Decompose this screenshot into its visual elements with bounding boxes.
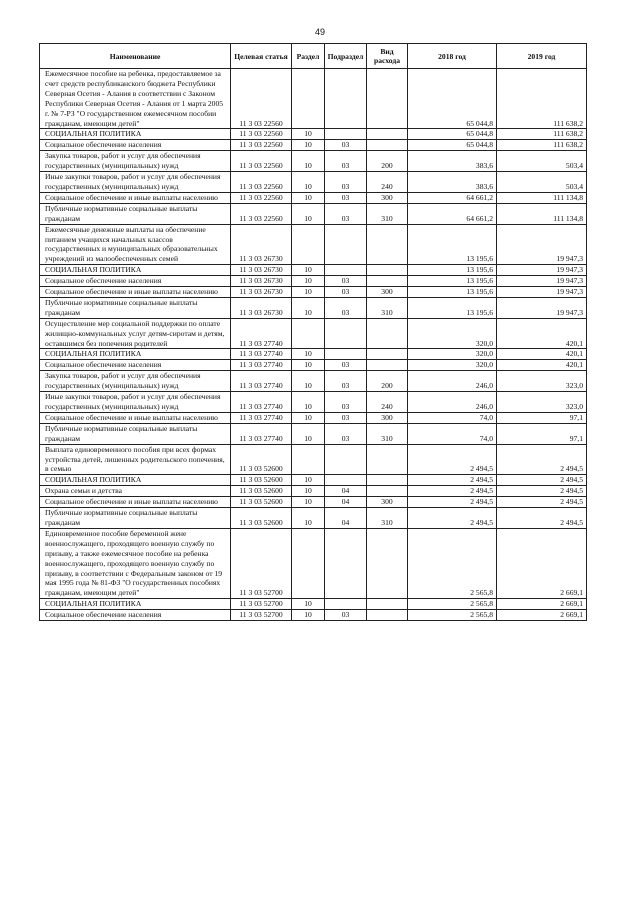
- table-row: [40, 610, 587, 621]
- row-name: Публичные нормативные социальные выплаты гражданам: [40, 423, 231, 444]
- row-value-2019: 97,1: [497, 423, 587, 444]
- row-article: 11 3 03 22560: [231, 140, 292, 151]
- row-value-2019: 111 638,2: [497, 129, 587, 140]
- row-section: 10: [292, 508, 325, 529]
- row-value-2018: 2 494,5: [408, 508, 497, 529]
- row-value-2018: 2 565,8: [408, 528, 497, 598]
- table-row: [40, 475, 587, 486]
- row-value-2019: 2 669,1: [497, 599, 587, 610]
- row-value-2018: 2 565,8: [408, 599, 497, 610]
- row-article: 11 3 03 27740: [231, 412, 292, 423]
- row-value-2019: 420,1: [497, 349, 587, 360]
- row-value-2019: 111 134,8: [497, 192, 587, 203]
- row-section: 10: [292, 151, 325, 172]
- row-article: 11 3 03 27740: [231, 392, 292, 413]
- row-expense-type: 200: [367, 371, 408, 392]
- table-row: [40, 371, 587, 392]
- row-subsection: 03: [325, 287, 367, 298]
- row-name: Социальное обеспечение и иные выплаты населению: [40, 287, 231, 298]
- table-row: [40, 151, 587, 172]
- row-subsection: 03: [325, 172, 367, 193]
- row-value-2019: 503,4: [497, 172, 587, 193]
- row-article: 11 3 03 27740: [231, 360, 292, 371]
- row-article: 11 3 03 22560: [231, 151, 292, 172]
- row-value-2019: 2 494,5: [497, 508, 587, 529]
- row-subsection: 03: [325, 392, 367, 413]
- row-expense-type: [367, 444, 408, 475]
- row-name: СОЦИАЛЬНАЯ ПОЛИТИКА: [40, 265, 231, 276]
- table-row: [40, 203, 587, 224]
- row-subsection: [325, 444, 367, 475]
- row-value-2018: 2 565,8: [408, 610, 497, 621]
- row-value-2018: 383,6: [408, 151, 497, 172]
- row-value-2019: 2 669,1: [497, 610, 587, 621]
- row-article: 11 3 03 26730: [231, 265, 292, 276]
- table-row: [40, 423, 587, 444]
- row-subsection: 03: [325, 360, 367, 371]
- row-article: 11 3 03 52600: [231, 508, 292, 529]
- row-value-2018: 13 195,6: [408, 265, 497, 276]
- row-value-2018: 2 494,5: [408, 486, 497, 497]
- row-value-2018: 13 195,6: [408, 297, 497, 318]
- row-article: 11 3 03 52600: [231, 486, 292, 497]
- row-section: 10: [292, 203, 325, 224]
- row-expense-type: [367, 599, 408, 610]
- row-article: 11 3 03 52700: [231, 528, 292, 598]
- header-section: Раздел: [292, 44, 325, 69]
- row-article: 11 3 03 22560: [231, 129, 292, 140]
- row-value-2019: 420,1: [497, 360, 587, 371]
- budget-table: [39, 43, 587, 621]
- row-section: [292, 318, 325, 349]
- row-subsection: 03: [325, 276, 367, 287]
- header-name: Наименование: [40, 44, 231, 69]
- row-subsection: 04: [325, 508, 367, 529]
- row-value-2018: 320,0: [408, 349, 497, 360]
- row-name: Публичные нормативные социальные выплаты гражданам: [40, 508, 231, 529]
- row-name: Закупка товаров, работ и услуг для обеспечения государственных (муниципальных) нужд: [40, 151, 231, 172]
- row-article: 11 3 03 26730: [231, 287, 292, 298]
- table-row: [40, 412, 587, 423]
- row-subsection: [325, 318, 367, 349]
- row-value-2018: 65 044,8: [408, 129, 497, 140]
- row-expense-type: 310: [367, 423, 408, 444]
- row-name: Публичные нормативные социальные выплаты гражданам: [40, 203, 231, 224]
- row-expense-type: [367, 318, 408, 349]
- row-subsection: [325, 475, 367, 486]
- row-section: [292, 69, 325, 129]
- row-name: Охрана семьи и детства: [40, 486, 231, 497]
- row-name: Социальное обеспечение и иные выплаты населению: [40, 412, 231, 423]
- row-value-2019: 111 134,8: [497, 203, 587, 224]
- row-section: 10: [292, 412, 325, 423]
- table-row: [40, 360, 587, 371]
- row-name: Единовременное пособие беременной жене военнослужащего, проходящего военную службу по призыву, а также ежемесячное пособие на ребенка военнослужащего, проходящего военную службу по призыву, в соответствии с Федеральным законом от 19 мая 1995 года № 81-ФЗ "О государственных пособиях гражданам, имеющим детей": [40, 528, 231, 598]
- table-row: [40, 318, 587, 349]
- table-row: [40, 392, 587, 413]
- row-section: 10: [292, 475, 325, 486]
- row-expense-type: [367, 276, 408, 287]
- table-row: [40, 486, 587, 497]
- row-value-2019: 2 494,5: [497, 475, 587, 486]
- header-2018: 2018 год: [408, 44, 497, 69]
- row-article: 11 3 03 52600: [231, 444, 292, 475]
- row-value-2018: 320,0: [408, 318, 497, 349]
- row-value-2018: 65 044,8: [408, 69, 497, 129]
- row-section: 10: [292, 349, 325, 360]
- row-subsection: 03: [325, 203, 367, 224]
- row-name: Осуществление мер социальной поддержки по оплате жилищно-коммунальных услуг детям-сиротам и детям, оставшимся без попечения родителей: [40, 318, 231, 349]
- row-section: [292, 444, 325, 475]
- row-expense-type: 310: [367, 203, 408, 224]
- row-subsection: 03: [325, 151, 367, 172]
- row-section: 10: [292, 276, 325, 287]
- table-row: [40, 265, 587, 276]
- row-article: 11 3 03 26730: [231, 224, 292, 265]
- row-expense-type: [367, 349, 408, 360]
- row-value-2019: 19 947,3: [497, 265, 587, 276]
- row-name: Социальное обеспечение и иные выплаты населению: [40, 497, 231, 508]
- row-expense-type: [367, 69, 408, 129]
- row-value-2019: 323,0: [497, 371, 587, 392]
- table-row: [40, 349, 587, 360]
- row-name: СОЦИАЛЬНАЯ ПОЛИТИКА: [40, 599, 231, 610]
- row-section: 10: [292, 140, 325, 151]
- row-value-2018: 64 661,2: [408, 192, 497, 203]
- row-section: 10: [292, 129, 325, 140]
- row-article: 11 3 03 22560: [231, 69, 292, 129]
- row-value-2019: 111 638,2: [497, 140, 587, 151]
- header-article: Целевая статья: [231, 44, 292, 69]
- row-subsection: 03: [325, 423, 367, 444]
- table-row: [40, 444, 587, 475]
- row-section: 10: [292, 486, 325, 497]
- row-name: Публичные нормативные социальные выплаты гражданам: [40, 297, 231, 318]
- table-row: [40, 599, 587, 610]
- table-row: [40, 172, 587, 193]
- table-row: [40, 287, 587, 298]
- row-subsection: [325, 528, 367, 598]
- row-value-2019: 2 669,1: [497, 528, 587, 598]
- row-name: Социальное обеспечение населения: [40, 276, 231, 287]
- row-value-2018: 2 494,5: [408, 475, 497, 486]
- row-expense-type: 200: [367, 151, 408, 172]
- row-section: 10: [292, 192, 325, 203]
- row-subsection: [325, 224, 367, 265]
- row-subsection: [325, 69, 367, 129]
- row-value-2019: 19 947,3: [497, 287, 587, 298]
- table-row: [40, 276, 587, 287]
- row-expense-type: 310: [367, 297, 408, 318]
- row-value-2018: 246,0: [408, 392, 497, 413]
- row-value-2019: 97,1: [497, 412, 587, 423]
- row-value-2018: 74,0: [408, 412, 497, 423]
- table-row: [40, 297, 587, 318]
- row-expense-type: [367, 528, 408, 598]
- row-name: СОЦИАЛЬНАЯ ПОЛИТИКА: [40, 129, 231, 140]
- row-section: 10: [292, 610, 325, 621]
- row-value-2019: 323,0: [497, 392, 587, 413]
- row-value-2019: 2 494,5: [497, 444, 587, 475]
- row-article: 11 3 03 52700: [231, 610, 292, 621]
- row-value-2018: 13 195,6: [408, 287, 497, 298]
- row-subsection: 04: [325, 486, 367, 497]
- row-subsection: [325, 349, 367, 360]
- header-subsection: Подраздел: [325, 44, 367, 69]
- row-name: Социальное обеспечение населения: [40, 140, 231, 151]
- row-expense-type: 310: [367, 508, 408, 529]
- row-expense-type: 300: [367, 412, 408, 423]
- row-expense-type: [367, 475, 408, 486]
- row-value-2019: 19 947,3: [497, 297, 587, 318]
- row-subsection: [325, 129, 367, 140]
- row-value-2018: 65 044,8: [408, 140, 497, 151]
- row-article: 11 3 03 26730: [231, 297, 292, 318]
- row-article: 11 3 03 52600: [231, 475, 292, 486]
- row-value-2018: 2 494,5: [408, 444, 497, 475]
- row-article: 11 3 03 52700: [231, 599, 292, 610]
- table-row: [40, 140, 587, 151]
- row-value-2018: 383,6: [408, 172, 497, 193]
- row-subsection: 03: [325, 140, 367, 151]
- row-value-2018: 64 661,2: [408, 203, 497, 224]
- row-name: Ежемесячные денежные выплаты на обеспечение питанием учащихся начальных классов государственных и муниципальных образовательных учреждений из малообеспеченных семей: [40, 224, 231, 265]
- row-value-2018: 246,0: [408, 371, 497, 392]
- row-section: 10: [292, 423, 325, 444]
- row-value-2019: 111 638,2: [497, 69, 587, 129]
- row-expense-type: 240: [367, 392, 408, 413]
- row-value-2018: 2 494,5: [408, 497, 497, 508]
- row-name: Закупка товаров, работ и услуг для обеспечения государственных (муниципальных) нужд: [40, 371, 231, 392]
- row-expense-type: [367, 224, 408, 265]
- row-article: 11 3 03 27740: [231, 318, 292, 349]
- row-subsection: 03: [325, 192, 367, 203]
- row-article: 11 3 03 27740: [231, 349, 292, 360]
- table-row: [40, 129, 587, 140]
- row-section: 10: [292, 497, 325, 508]
- row-subsection: 04: [325, 497, 367, 508]
- row-subsection: [325, 599, 367, 610]
- row-expense-type: 300: [367, 287, 408, 298]
- row-name: Социальное обеспечение населения: [40, 360, 231, 371]
- row-name: Социальное обеспечение и иные выплаты населению: [40, 192, 231, 203]
- row-section: 10: [292, 297, 325, 318]
- row-section: 10: [292, 392, 325, 413]
- row-section: 10: [292, 371, 325, 392]
- row-section: 10: [292, 265, 325, 276]
- row-section: [292, 224, 325, 265]
- table-row: [40, 528, 587, 598]
- row-expense-type: [367, 360, 408, 371]
- header-2019: 2019 год: [497, 44, 587, 69]
- row-name: СОЦИАЛЬНАЯ ПОЛИТИКА: [40, 475, 231, 486]
- row-value-2018: 13 195,6: [408, 276, 497, 287]
- row-section: 10: [292, 287, 325, 298]
- row-subsection: 03: [325, 610, 367, 621]
- row-expense-type: 300: [367, 497, 408, 508]
- table-row: [40, 497, 587, 508]
- row-article: 11 3 03 52600: [231, 497, 292, 508]
- page-number: 49: [314, 27, 325, 37]
- row-article: 11 3 03 22560: [231, 203, 292, 224]
- table-row: [40, 69, 587, 129]
- row-expense-type: [367, 140, 408, 151]
- row-name: Выплата единовременного пособия при всех формах устройства детей, лишенных родительского попечения, в семью: [40, 444, 231, 475]
- row-article: 11 3 03 22560: [231, 172, 292, 193]
- row-value-2019: 2 494,5: [497, 486, 587, 497]
- row-value-2019: 19 947,3: [497, 224, 587, 265]
- table-row: [40, 508, 587, 529]
- row-section: 10: [292, 360, 325, 371]
- table-row: [40, 224, 587, 265]
- row-section: 10: [292, 172, 325, 193]
- row-name: Социальное обеспечение населения: [40, 610, 231, 621]
- row-article: 11 3 03 26730: [231, 276, 292, 287]
- row-article: 11 3 03 27740: [231, 423, 292, 444]
- row-article: 11 3 03 22560: [231, 192, 292, 203]
- row-value-2019: 19 947,3: [497, 276, 587, 287]
- row-subsection: 03: [325, 297, 367, 318]
- row-subsection: 03: [325, 412, 367, 423]
- header-expense-type: Вид расхода: [367, 44, 408, 69]
- row-name: Иные закупки товаров, работ и услуг для обеспечения государственных (муниципальных) нужд: [40, 172, 231, 193]
- row-value-2019: 2 494,5: [497, 497, 587, 508]
- row-section: 10: [292, 599, 325, 610]
- table-row: [40, 192, 587, 203]
- row-value-2018: 74,0: [408, 423, 497, 444]
- row-expense-type: 240: [367, 172, 408, 193]
- row-article: 11 3 03 27740: [231, 371, 292, 392]
- row-expense-type: [367, 610, 408, 621]
- row-subsection: [325, 265, 367, 276]
- row-expense-type: [367, 486, 408, 497]
- table-header-row: [40, 44, 587, 69]
- row-expense-type: [367, 265, 408, 276]
- row-value-2019: 420,1: [497, 318, 587, 349]
- row-expense-type: 300: [367, 192, 408, 203]
- row-value-2018: 13 195,6: [408, 224, 497, 265]
- row-section: [292, 528, 325, 598]
- row-value-2018: 320,0: [408, 360, 497, 371]
- row-value-2019: 503,4: [497, 151, 587, 172]
- row-expense-type: [367, 129, 408, 140]
- row-name: Ежемесячное пособие на ребенка, предоставляемое за счет средств республиканского бюджета Республики Северная Осетия - Алания в соответствии с Законом Республики Северная Осетия - Алания от 1 марта 2005 г. № 7-РЗ "О государственном ежемесячном пособии гражданам, имеющим детей": [40, 69, 231, 129]
- row-name: СОЦИАЛЬНАЯ ПОЛИТИКА: [40, 349, 231, 360]
- row-subsection: 03: [325, 371, 367, 392]
- row-name: Иные закупки товаров, работ и услуг для обеспечения государственных (муниципальных) нужд: [40, 392, 231, 413]
